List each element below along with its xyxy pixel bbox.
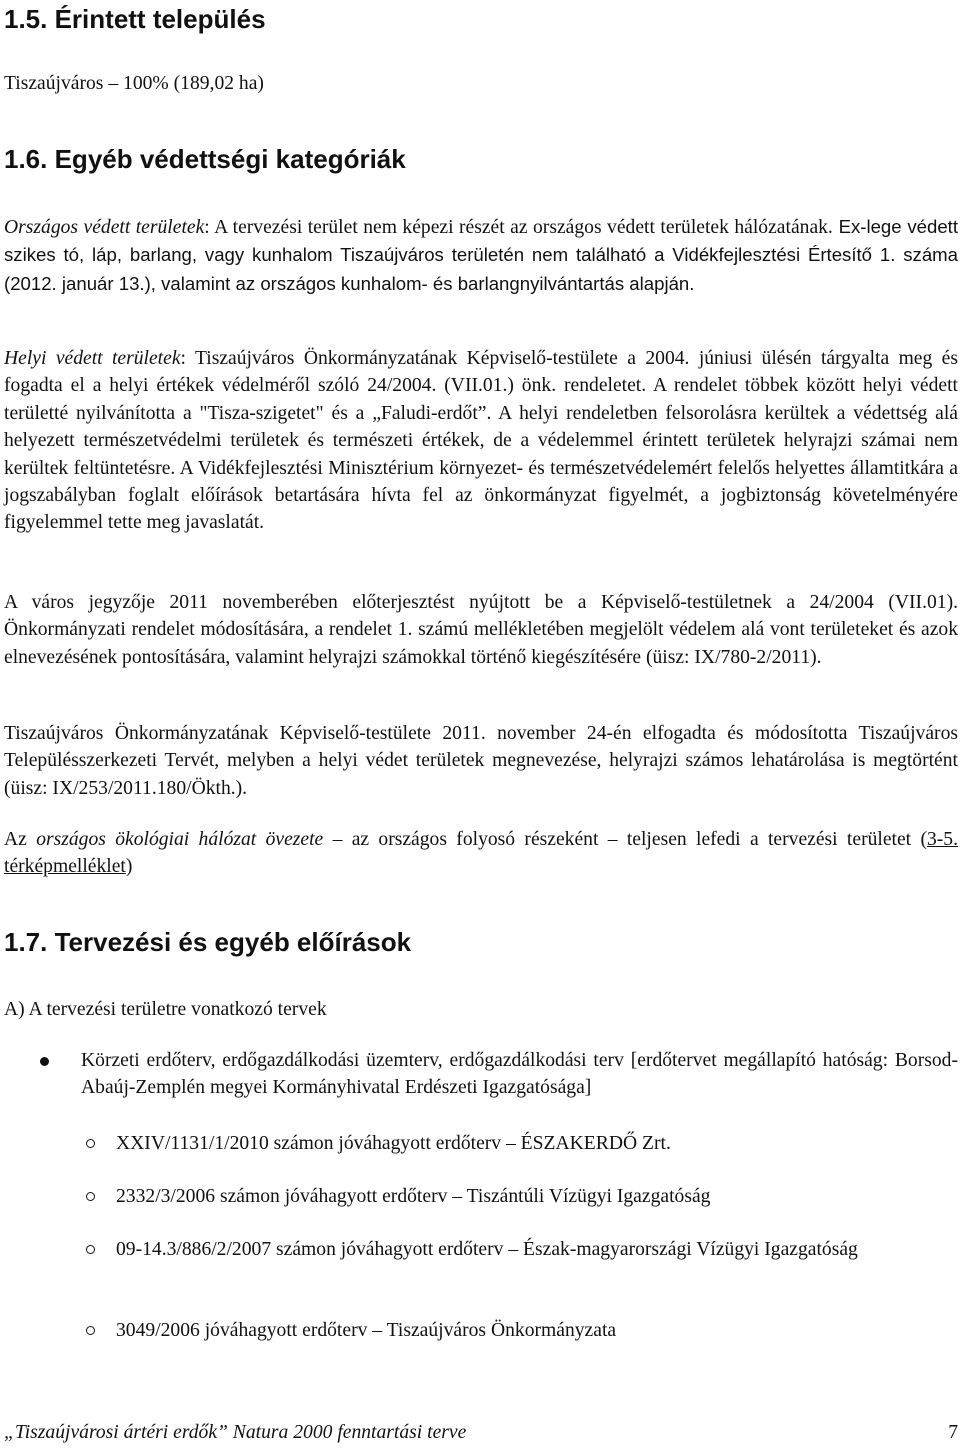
text-ecological-b: – az országos folyosó részeként – teljesen lefedi a tervezési területet ( <box>323 829 927 850</box>
paragraph-notary: A város jegyzője 2011 novemberében előterjesztést nyújtott be a Képviselő-testületnek a 24/2004 (VII.01). Önkormányzati rendelet módosítására, a rendelet 1. számú mellékletében megjelölt védelem alá vont területeket és azok elnevezésének pontosítására, valamint helyrajzi számokkal történő kiegészítésére (üisz: IX/780-2/2011). <box>4 592 958 668</box>
text-national-protected: : A tervezési terület nem képezi részét az országos védett területek hálózatának. <box>204 217 833 238</box>
subheading-plans: A) A tervezési területre vonatkozó tervek <box>4 999 327 1020</box>
section-heading-1-6: 1.6. Egyéb védettségi kategóriák <box>4 144 406 174</box>
page-number: 7 <box>948 1422 958 1443</box>
circle-bullet-icon <box>86 1139 95 1148</box>
paragraph-council: Tiszaújváros Önkormányzatának Képviselő-testülete 2011. november 24-én elfogadta és módosította Tiszaújváros Településszerkezeti Tervét, melyben a helyi védet területek megnevezése, helyrajzi számos lehatárolása is megtörtént (üisz: IX/253/2011.180/Ökth.). <box>4 723 958 799</box>
text-ecological-a: Az <box>4 829 37 850</box>
sub-item-text: 2332/3/2006 számon jóváhagyott erdőterv – Tiszántúli Vízügyi Igazgatóság <box>116 1186 711 1207</box>
label-local-protected: Helyi védett területek <box>4 348 181 369</box>
circle-bullet-icon <box>86 1326 95 1335</box>
settlement-line: Tiszaújváros – 100% (189,02 ha) <box>4 73 264 94</box>
circle-bullet-icon <box>86 1245 95 1254</box>
text-local-protected: : Tiszaújváros Önkormányzatának Képviselő-testülete a 2004. júniusi ülésén tárgyalta meg és fogadta el a helyi értékek védelméről szóló 24/2004. (VII.01.) önk. rendeletet. A rendelet többek között helyi védett területté nyilvánította a "Tisza-szigetet" és a „Faludi-erdőt”. A helyi rendeletben felsorolásra kerültek a védettség alá helyezett természetvédelmi területek és természeti értékek, de a védelemmel érintett területek helyrajzi számai nem kerültek feltüntetésre. A Vidékfejlesztési Minisztérium környezet- és természetvédelemért felelős helyettes államtitkára a jogszabályban foglalt előírások betartására hívta fel az önkormányzat figyelmét, a jogbiztonság követelményére figyelemmel tette meg javaslatát. <box>4 348 959 534</box>
section-heading-1-7: 1.7. Tervezési és egyéb előírások <box>4 927 412 957</box>
sub-item-text: 3049/2006 jóváhagyott erdőterv – Tiszaújváros Önkormányzata <box>116 1320 617 1341</box>
sub-item-4 <box>4 1317 958 1344</box>
text-ex-lege: Ex-lege védett szikes tó, láp, barlang, vagy kunhalom Tiszaújváros területén nem található a Vidékfejlesztési Értesítő 1. száma (2012. január 13.), valamint az országos kunhalom- és barlangnyilvántartás alapján. <box>4 216 958 294</box>
sub-item-text: XXIV/1131/1/2010 számon jóváhagyott erdőterv – ÉSZAKERDŐ Zrt. <box>116 1133 671 1154</box>
paragraph-ecological-network <box>4 826 958 881</box>
footer-title: „Tiszaújvárosi ártéri erdők” Natura 2000 fenntartási terve <box>4 1422 467 1443</box>
map-annex-link[interactable]: 3-5. térképmelléklet <box>4 829 959 878</box>
page-footer <box>4 1422 958 1444</box>
sub-item-2 <box>4 1183 958 1210</box>
sub-item-1 <box>4 1130 958 1157</box>
circle-bullet-icon <box>86 1192 95 1201</box>
label-national-protected: Országos védett területek <box>4 217 205 238</box>
paragraph-national-protected <box>4 213 958 298</box>
bullet-text: Körzeti erdőterv, erdőgazdálkodási üzemterv, erdőgazdálkodási terv [erdőtervet megállapító hatóság: Borsod-Abaúj-Zemplén megyei Kormányhivatal Erdészeti Igazgatósága] <box>81 1050 958 1099</box>
text-ecological-italic: országos ökológiai hálózat övezete <box>36 829 324 850</box>
text-ecological-c: ) <box>125 856 133 878</box>
bullet-icon <box>40 1057 49 1066</box>
paragraph-local-protected <box>4 345 958 537</box>
sub-item-3 <box>4 1236 958 1263</box>
bullet-item-forest-plan <box>4 1047 958 1102</box>
sub-item-text: 09-14.3/886/2/2007 számon jóváhagyott erdőterv – Észak-magyarországi Vízügyi Igazgatóság <box>116 1239 858 1260</box>
section-heading-1-5: 1.5. Érintett település <box>4 4 266 34</box>
